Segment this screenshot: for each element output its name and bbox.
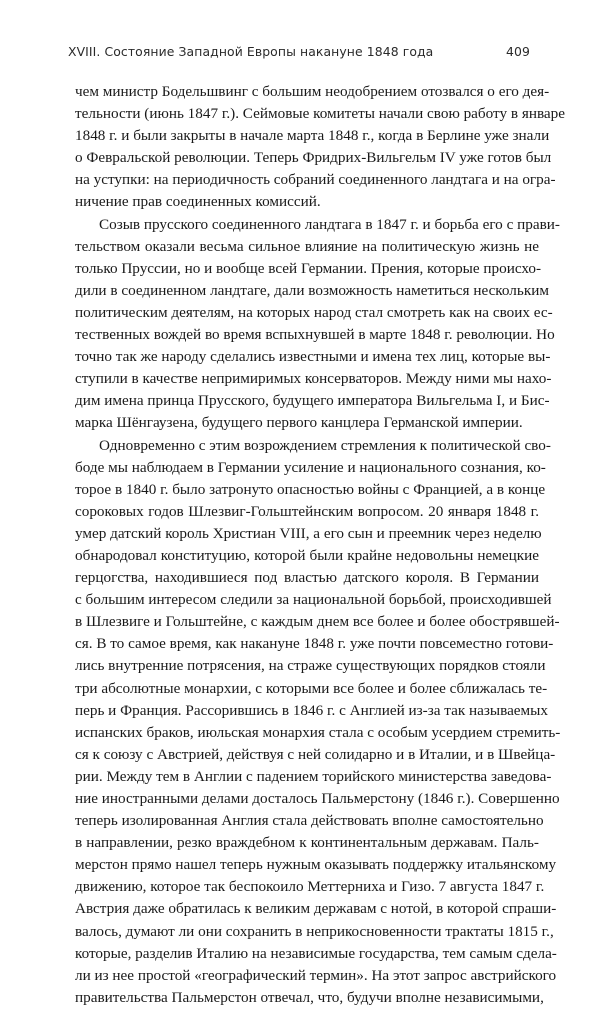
text-line: сороковых годов Шлезвиг-Гольштейнским вопросом. 20 января 1848 г.: [75, 502, 539, 520]
text-line: на уступки: на периодичность собраний соединенного ландтага и на огра-: [75, 171, 556, 189]
text-line: только Пруссии, но и вообще всей Германии. Прения, которые происхо-: [75, 259, 542, 277]
page-number: 409: [506, 44, 530, 59]
text-line: тественных вождей во время вспыхнувшей в марте 1848 г. революции. Но: [75, 326, 555, 344]
running-head: [68, 44, 530, 62]
text-line: рии. Между тем в Англии с падением торийского министерства заведова-: [75, 767, 552, 785]
text-line: Австрия даже обратилась к великим державам с нотой, в которой спраши-: [75, 900, 557, 918]
text-line: торое в 1840 г. было затронуто опасностью войны с Францией, а в конце: [75, 480, 546, 498]
text-line: ступили в качестве непримиримых консерваторов. Между ними мы нахо-: [75, 370, 552, 388]
text-line: о Февральской революции. Теперь Фридрих-Вильгельм IV уже готов был: [75, 149, 552, 167]
text-line: точно так же народу сделались известными и имена тех лиц, которые вы-: [75, 348, 551, 366]
text-line: испанских браков, июльская монархия стала с особым усердием стремить-: [75, 723, 561, 741]
text-line: дили в соединенном ландтаге, дали возможность наметиться нескольким: [75, 281, 549, 299]
text-line: чем министр Бодельшвинг с большим неодобрением отозвался о его дея-: [75, 83, 550, 100]
text-line: Одновременно с этим возрождением стремления к политической сво-: [99, 436, 551, 454]
text-line: герцогства, находившиеся под властью датского короля. В Германии: [75, 569, 539, 587]
text-line: боде мы наблюдаем в Германии усиление и национального сознания, ко-: [75, 458, 546, 476]
text-line: умер датский король Христиан VIII, а его сын и преемник через неделю: [75, 524, 542, 542]
text-line: тельности (июнь 1847 г.). Сеймовые комитеты начали свою работу в январе: [75, 105, 566, 123]
text-line: которые, разделив Италию на независимые государства, тем самым сдела-: [75, 944, 557, 962]
text-line: ся к союзу с Австрией, действуя с ней солидарно и в Италии, и в Швейца-: [75, 745, 556, 763]
text-line: марка Шёнгаузена, будущего первого канцлера Германской империи.: [75, 414, 523, 432]
paragraph: [75, 214, 560, 435]
text-line: перь и Франция. Рассорившись в 1846 г. с Англией из-за так называемых: [75, 701, 548, 719]
text-line: мерстон прямо нашел теперь нужным оказывать поддержку итальянскому: [75, 856, 557, 874]
text-line: валось, думают ли они сохранить в неприкосновенности трактаты 1815 г.,: [75, 922, 554, 940]
text-line: с большим интересом следили за национальной борьбой, происходившей: [75, 591, 552, 609]
paragraph: [75, 435, 561, 1009]
text-line: ли из нее простой «географический термин». На этот запрос австрийского: [75, 966, 557, 984]
text-line: 1848 г. и были закрыты в начале марта 1848 г., когда в Берлине уже знали: [75, 127, 550, 145]
text-line: обнародовал конституцию, которой были крайне недовольны немецкие: [75, 546, 539, 564]
text-line: правительства Пальмерстон отвечал, что, будучи вполне независимыми,: [75, 988, 544, 1006]
text-line: движению, которое так беспокоило Меттерниха и Гизо. 7 августа 1847 г.: [75, 878, 545, 896]
text-line: теперь изолированная Англия стала действовать вполне самостоятельно: [75, 812, 544, 830]
text-line: три абсолютные монархии, с которыми все более и более сближалась те-: [75, 679, 548, 697]
text-line: ние иностранными делами досталось Пальмерстону (1846 г.). Совершенно: [75, 790, 560, 807]
text-line: в Шлезвиге и Гольштейне, с каждым днем все более и более обострявшей-: [75, 613, 560, 631]
text-line: Созыв прусского соединенного ландтага в 1847 г. и борьба его с прави-: [99, 215, 560, 233]
text-line: ся. В то самое время, как накануне 1848 г. уже почти повсеместно готови-: [75, 635, 554, 653]
text-line: тельством оказали весьма сильное влияние на политическую жизнь не: [75, 237, 539, 255]
body-text: [75, 81, 566, 1009]
text-line: дим имена принца Прусского, будущего императора Вильгельма I, и Бис-: [75, 392, 550, 410]
text-line: в направлении, резко враждебном к континентальным державам. Паль-: [75, 834, 539, 852]
paragraph: [75, 81, 566, 214]
chapter-running-title: XVIII. Состояние Западной Европы накануне 1848 года: [68, 44, 434, 59]
text-line: ничение прав соединенных комиссий.: [75, 193, 321, 211]
text-line: политическим деятелям, на которых народ стал смотреть как на своих ес-: [75, 303, 553, 321]
text-line: лись внутренние потрясения, на страже существующих порядков стояли: [75, 657, 546, 675]
